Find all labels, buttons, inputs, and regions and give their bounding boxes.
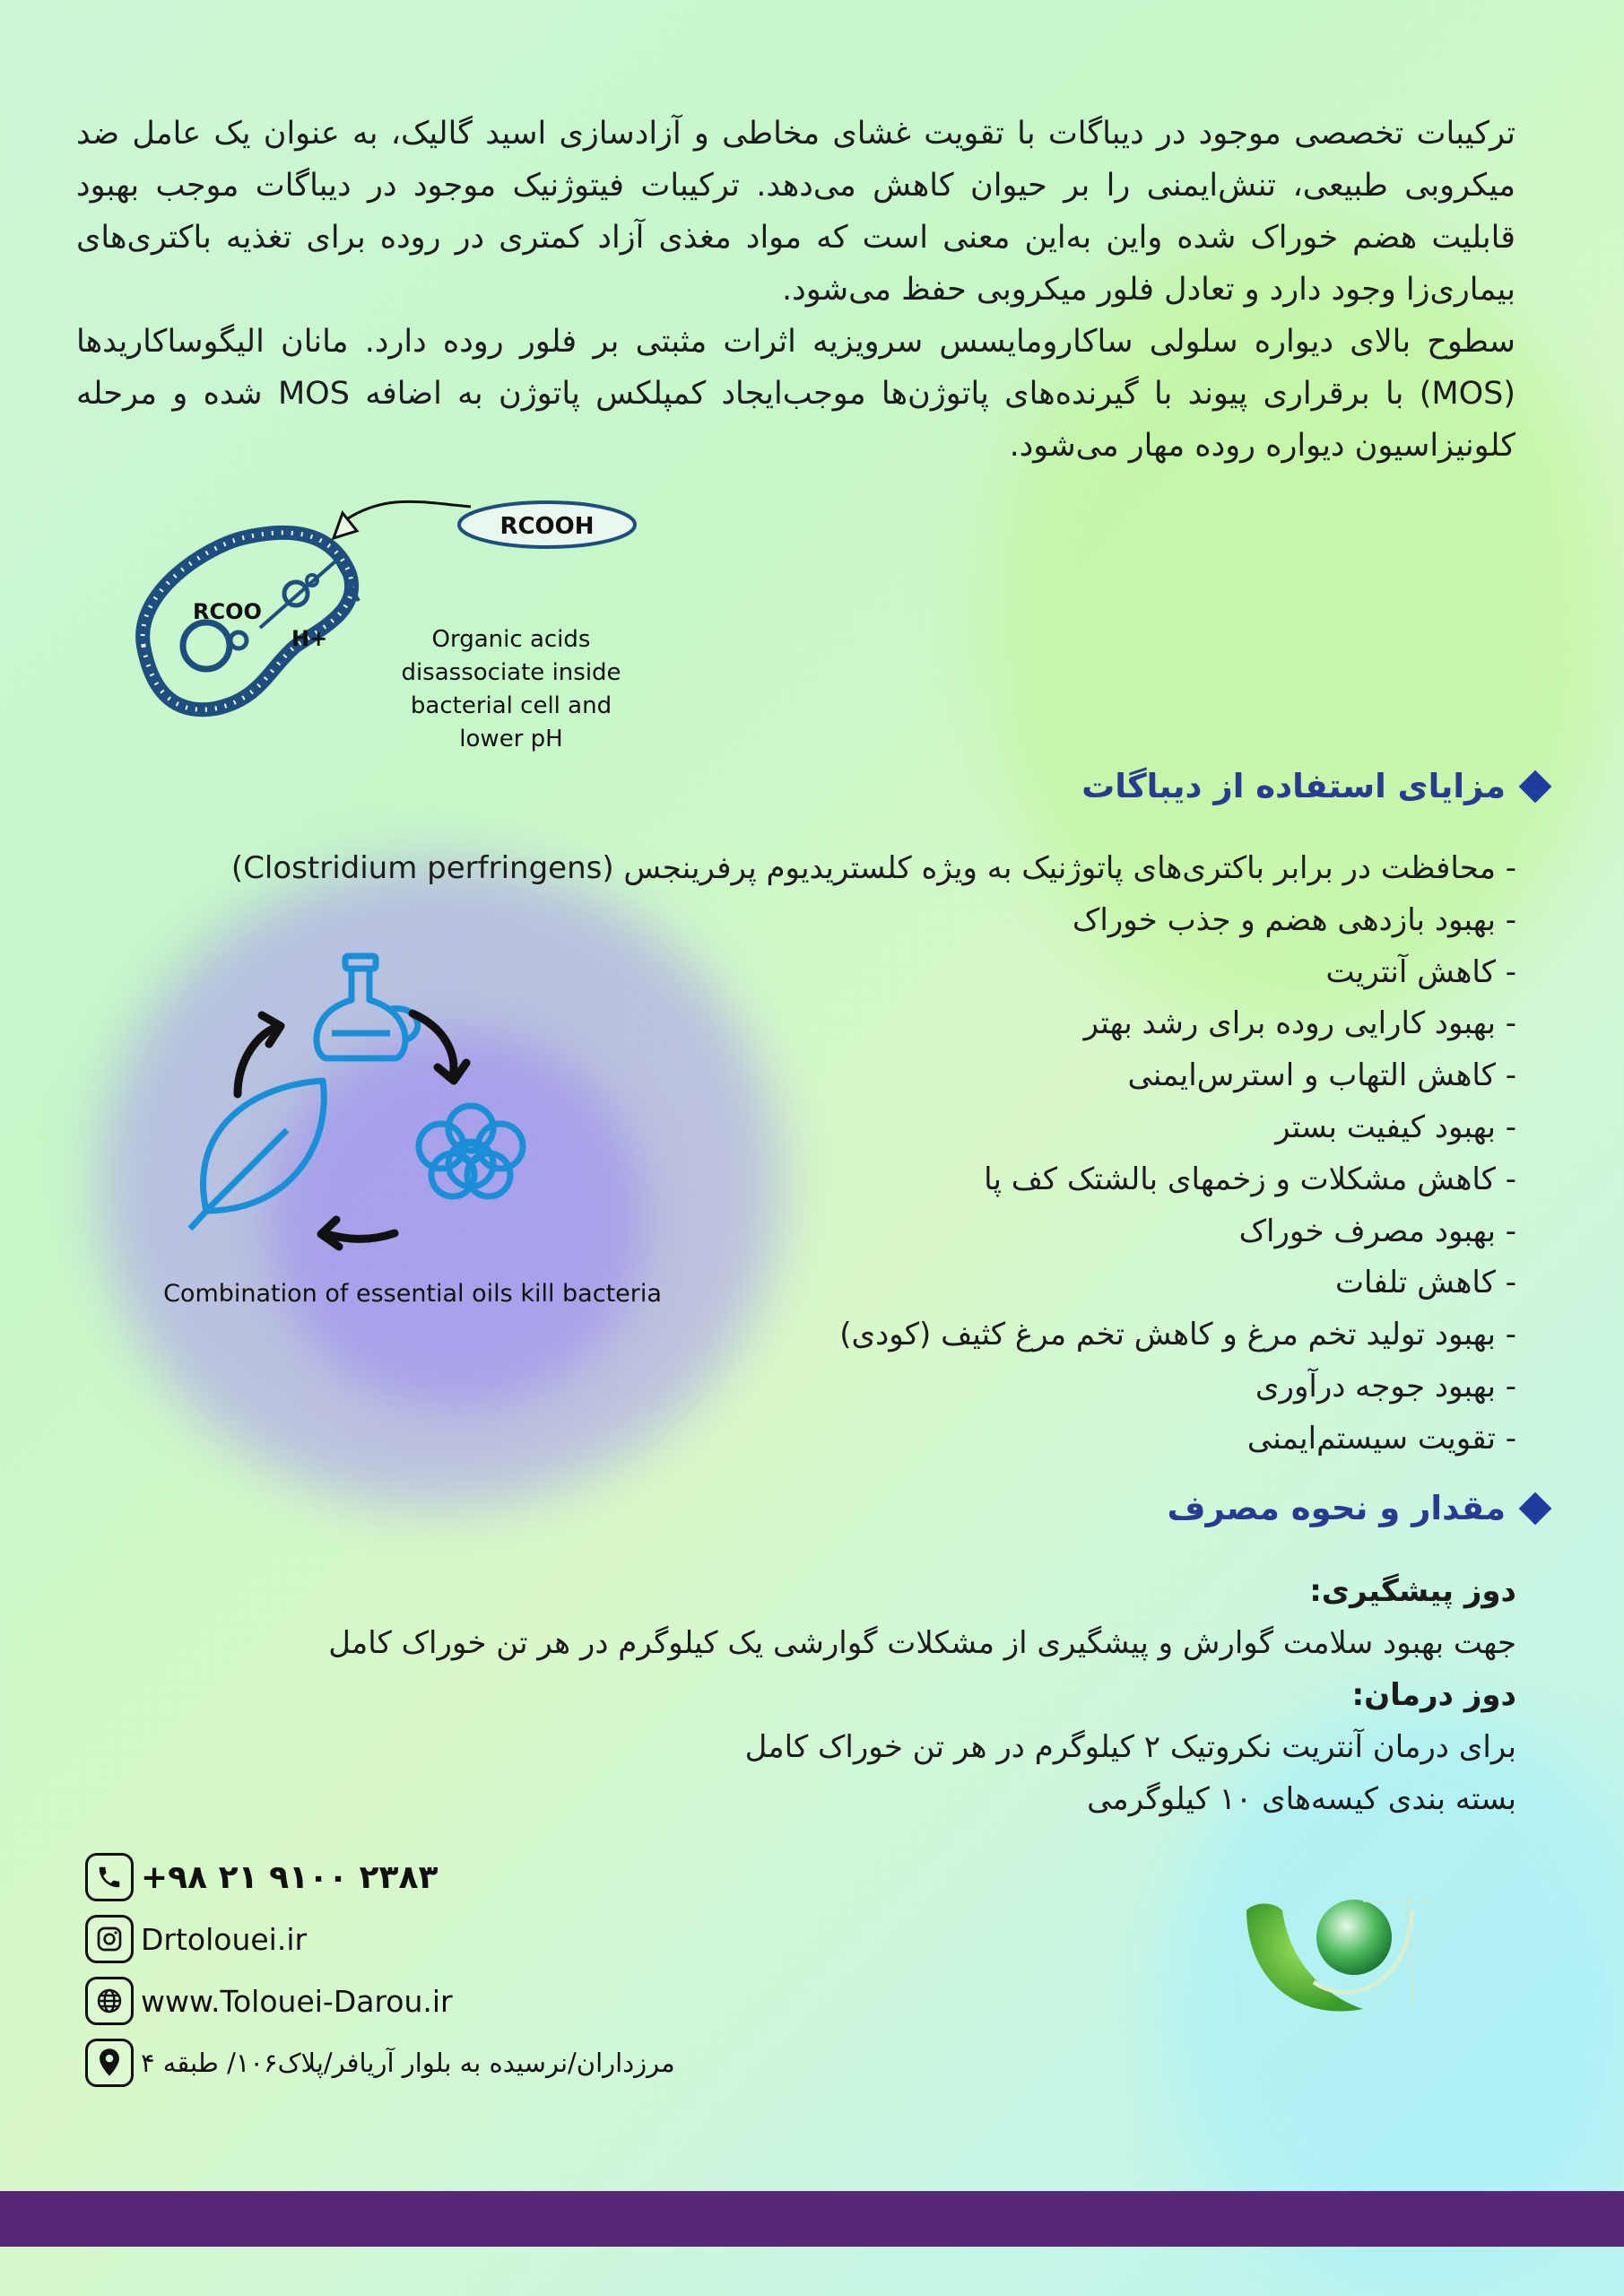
list-item: - تقویت سیستم‌ایمنی: [1246, 1420, 1516, 1457]
intro-text: [76, 108, 1515, 472]
instagram-handle: Drtolouei.ir: [141, 1921, 308, 1957]
list-item: - کاهش مشکلات و زخمهای بالشتک کف پا: [984, 1161, 1516, 1197]
globe-icon: [85, 1977, 134, 2025]
oil-bottle-icon: [317, 956, 418, 1058]
contact-address: [85, 2035, 675, 2091]
footer-bar: [0, 2191, 1624, 2247]
rcooh-label: RCOOH: [499, 513, 595, 540]
list-item: - بهبود بازدهی هضم و جذب خوراک: [1072, 901, 1516, 938]
website-url: www.Tolouei-Darou.ir: [141, 1983, 453, 2019]
intro-paragraph-2: سطوح بالای دیواره سلولی ساکارومایسس سرویزیه اثرات مثبتی بر فلور روده دارد. مانان الیگوساکاریدها (MOS) با برقراری پیوند با گیرنده‌های پاتوژن‌ها موجب‌ایجاد کمپلکس پاتوژن به اضافه MOS شده و مرحله کلونیزاسیون دیواره روده مهار می‌شود.: [76, 324, 1515, 464]
list-item: - بهبود جوجه درآوری: [1255, 1368, 1516, 1405]
phone-icon: [85, 1853, 134, 1901]
treatment-text: برای درمان آنتریت نکروتیک ۲ کیلوگرم در هر تن خوراک کامل: [744, 1729, 1516, 1765]
list-item: - محافظت در برابر باکتری‌های پاتوژنیک به ویژه کلستریدیوم پرفرینجس (Clostridium perfringens): [230, 850, 1516, 886]
diamond-bullet-icon: [1519, 770, 1552, 803]
address-text: مرزداران/نرسیده به بلوار آریافر/پلاک۱۰۶/ طبقه ۴: [141, 2048, 675, 2078]
packaging-text: بسته بندی کیسه‌های ۱۰ کیلوگرمی: [1087, 1781, 1516, 1817]
figure2-caption: Combination of essential oils kill bacteria: [163, 1280, 662, 1308]
figure1-caption: Organic acids disassociate inside bacterial cell and lower pH: [401, 626, 621, 752]
list-item: - کاهش تلفات: [1335, 1265, 1516, 1301]
list-item: - بهبود مصرف خوراک: [1238, 1213, 1516, 1249]
dosage-heading-text: مقدار و نحوه مصرف: [1167, 1489, 1506, 1527]
leaf-icon: [190, 1081, 324, 1229]
contact-instagram[interactable]: [85, 1911, 675, 1967]
list-item: - کاهش آنتریت: [1325, 953, 1516, 990]
contact-block: [85, 1849, 675, 2097]
essential-oils-cycle-illustration: [152, 951, 601, 1274]
dosage-heading: [1168, 1489, 1553, 1527]
rcoo-label: RCOO: [193, 599, 262, 624]
cycle-arrow-icons: [238, 1013, 466, 1247]
flower-icon: [419, 1106, 523, 1196]
instagram-icon: [85, 1915, 134, 1963]
phone-number: +۹۸ ۲۱ ۹۱۰۰ ۲۳۸۳: [141, 1858, 439, 1896]
contact-phone[interactable]: [85, 1849, 675, 1905]
dosage-section: [171, 1565, 1516, 1825]
intro-paragraph-1: ترکیبات تخصصی موجود در دیباگات با تقویت غشای مخاطی و آزادسازی اسید گالیک، به عنوان یک عامل ضد میکروبی طبیعی، تنش‌ایمنی را بر حیوان کاهش می‌دهد. ترکیبات فیتوژنیک موجود در دیباگات موجب بهبود قابلیت هضم خوراک شده واین به‌این معنی است که مواد مغذی آزاد کمتری در روده برای تغذیه باکتری‌های بیماری‌زا وجود دارد و تعادل فلور میکروبی حفظ می‌شود.: [76, 116, 1515, 308]
company-logo: [1229, 1874, 1444, 2027]
h-plus-label: H+: [291, 626, 328, 651]
list-item: - بهبود کیفیت بستر: [1275, 1109, 1516, 1145]
location-pin-icon: [85, 2039, 134, 2087]
prevention-title: دوز پیشگیری:: [1309, 1573, 1516, 1609]
list-item: - کاهش التهاب و استرس‌ایمنی: [1127, 1057, 1516, 1094]
prevention-text: جهت بهبود سلامت گوارش و پیشگیری از مشکلات گوارشی یک کیلوگرم در هر تن خوراک کامل: [328, 1625, 1516, 1661]
benefits-heading: [1081, 767, 1552, 805]
treatment-title: دوز درمان:: [1351, 1677, 1516, 1713]
arrow-line: [345, 501, 471, 520]
contact-website[interactable]: [85, 1973, 675, 2029]
list-item: - بهبود تولید تخم مرغ و کاهش تخم مرغ کثیف (کودی): [839, 1317, 1516, 1353]
benefits-heading-text: مزایای استفاده از دیباگات: [1081, 767, 1506, 805]
arrow-head: [334, 513, 357, 538]
diamond-bullet-icon: [1519, 1492, 1552, 1525]
list-item: - بهبود کارایی روده برای رشد بهتر: [1083, 1005, 1516, 1042]
